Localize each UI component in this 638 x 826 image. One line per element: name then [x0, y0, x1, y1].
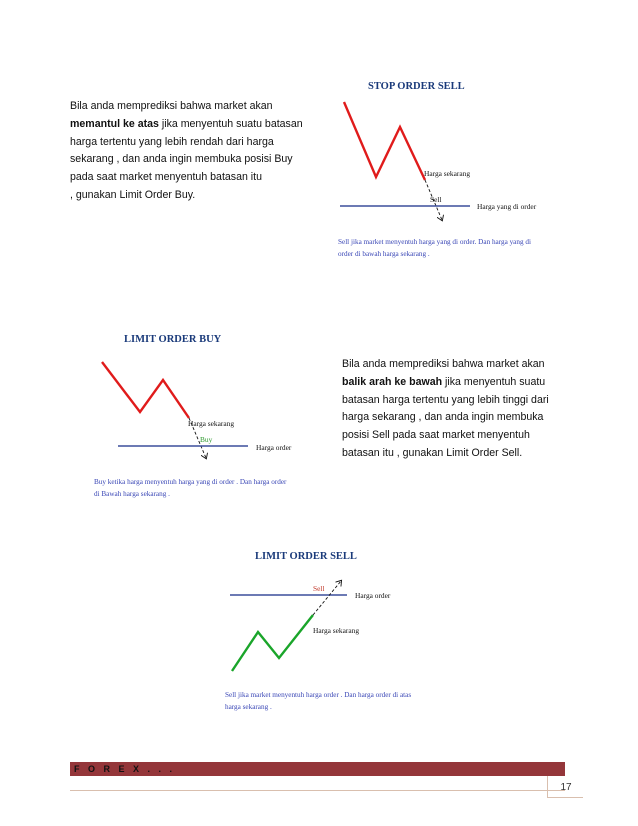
- figure-caption-line: Sell jika market menyentuh harga yang di order. Dan harga yang di: [338, 238, 531, 246]
- paragraph-line: batasan itu , gunakan Limit Order Sell.: [342, 446, 523, 459]
- paragraph-line: Bila anda memprediksi bahwa market akan: [70, 100, 273, 112]
- paragraph-line: , gunakan Limit Order Buy.: [70, 188, 196, 201]
- figure-caption-line: Sell jika market menyentuh harga order . Dan harga order di atas: [225, 691, 412, 699]
- paragraph-line: Bila anda memprediksi bahwa market akan: [342, 358, 545, 370]
- paragraph-line: sekarang , dan anda ingin membuka posisi Buy: [70, 153, 293, 166]
- figure-title: LIMIT ORDER SELL: [255, 551, 357, 562]
- paragraph-line: harga tertentu yang lebih rendah dari harga: [70, 135, 274, 148]
- figure-limit-order-buy: [88, 328, 338, 508]
- paragraph-line: batasan harga tertentu yang lebih tinggi dari: [342, 393, 549, 406]
- footer-rule: [70, 790, 565, 791]
- paragraph-line: harga sekarang , dan anda ingin membuka: [342, 411, 544, 424]
- page-number-box: [547, 776, 583, 798]
- paragraph-line: posisi Sell pada saat market menyentuh: [342, 429, 530, 442]
- sell-label: Sell: [313, 584, 325, 593]
- paragraph-limit-sell: [342, 356, 572, 463]
- order-price-label: Harga order: [256, 443, 292, 452]
- bold-phrase: memantul ke atas: [70, 117, 159, 130]
- paragraph-text: jika menyentuh suatu batasan: [158, 117, 303, 130]
- sell-label: Sell: [430, 195, 442, 204]
- bold-phrase: balik arah ke bawah: [342, 375, 443, 388]
- current-price-label: Harga sekarang: [188, 419, 235, 428]
- figure-caption-line: di Bawah harga sekarang .: [94, 490, 170, 498]
- order-price-label: Harga order: [355, 591, 391, 600]
- current-price-label: Harga sekarang: [424, 169, 471, 178]
- current-price-label: Harga sekarang: [313, 626, 360, 635]
- order-price-label: Harga yang di order: [477, 202, 537, 211]
- paragraph-text: jika menyentuh suatu: [442, 375, 546, 388]
- buy-label: Buy: [200, 435, 213, 444]
- footer-title: F O R E X . . .: [74, 764, 176, 774]
- footer-bar: [70, 762, 565, 776]
- paragraph-line: [342, 374, 572, 392]
- price-line: [232, 615, 313, 671]
- figure-caption-line: order di bawah harga sekarang .: [338, 250, 430, 258]
- price-line: [344, 102, 425, 180]
- figure-title: STOP ORDER SELL: [368, 81, 465, 92]
- price-line: [102, 362, 189, 418]
- figure-caption-line: harga sekarang .: [225, 703, 272, 711]
- figure-caption-line: Buy ketika harga menyentuh harga yang di order . Dan harga order: [94, 478, 287, 486]
- figure-stop-order-sell: [330, 72, 570, 272]
- paragraph-limit-buy: [70, 98, 330, 205]
- page-number: 17: [560, 782, 572, 793]
- figure-title: LIMIT ORDER BUY: [124, 334, 222, 345]
- figure-limit-order-sell: [215, 545, 435, 715]
- paragraph-line: [70, 116, 330, 134]
- paragraph-line: pada saat market menyentuh batasan itu: [70, 171, 262, 184]
